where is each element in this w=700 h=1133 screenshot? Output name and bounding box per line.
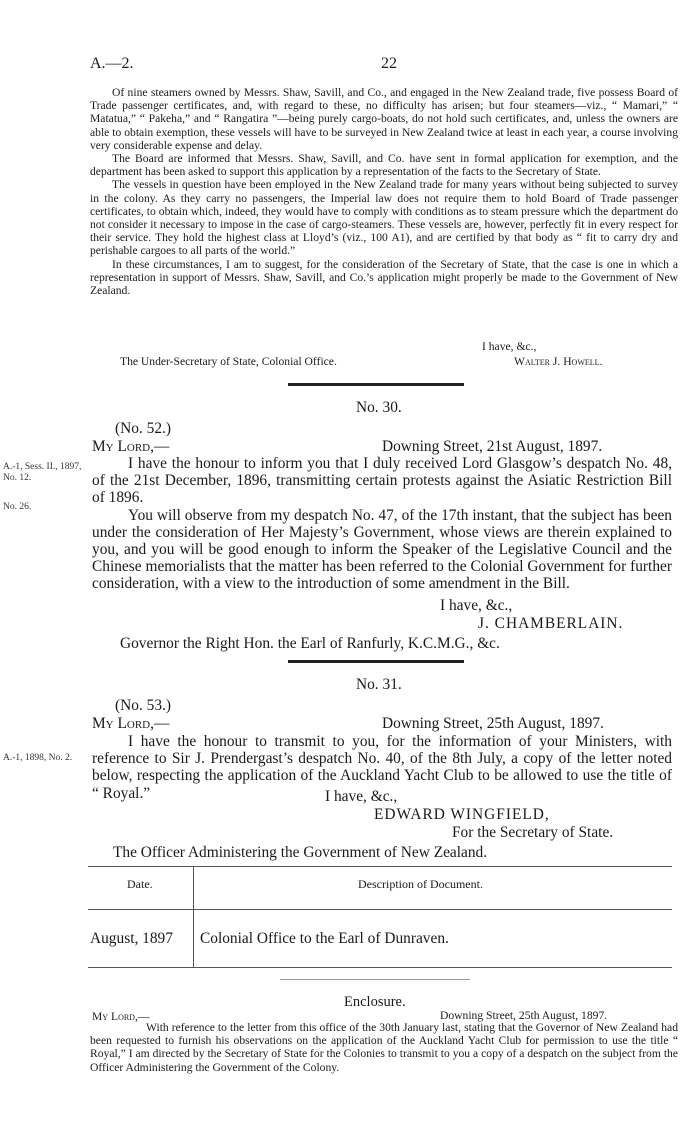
section-divider xyxy=(288,383,464,386)
margin-note: A.-1, 1898, No. 2. xyxy=(3,753,73,763)
body-paragraph: I have the honour to inform you that I duly received Lord Glasgow’s despatch No. 48, of the 21st December, 1896, transmitting certain protests against the Asiatic Restriction Bill of 1896. xyxy=(92,455,672,507)
place-date: Downing Street, 25th August, 1897. xyxy=(440,1009,608,1022)
place-date: Downing Street, 25th August, 1897. xyxy=(382,715,604,732)
addressee: The Officer Administering the Government of New Zealand. xyxy=(113,844,488,861)
enclosure-heading: Enclosure. xyxy=(344,994,406,1010)
despatch-number-31: No. 31. xyxy=(356,676,402,693)
despatch-ref: (No. 53.) xyxy=(115,697,171,714)
body-paragraph: With reference to the letter from this office of the 30th January last, stating that the Governor of New Zealand had been requested to furnish his observations on the application of the Auckland Yacht Club for permission to use the title “ Royal,” I am directed by the Secretary of State for the Colonies to transmit to you a copy of a despatch on the subject from the Officer Administering the Government of the Colony. xyxy=(90,1021,678,1074)
closing: I have, &c., xyxy=(440,597,513,614)
despatch-ref: (No. 52.) xyxy=(115,420,171,437)
intro-paragraph: The vessels in question have been employed in the New Zealand trade for many years without being subjected to survey in the colony. As they carry no passengers, the Imperial law does not require them to hold Board of Trade passenger certificates, to obtain which, indeed, they would have to comply with conditions as to steam pressure which the department do not consider it necessary to impose in the case of cargo-steamers. These vessels are, however, perfectly fit in every respect for their service. They hold the highest class at Lloyd’s (viz., 100 A1), and are certified by that body as “ fit to carry dry and perishable cargoes to all parts of the world.” xyxy=(90,178,678,258)
table-cell-date: August, 1897 xyxy=(90,930,173,947)
intro-addressee: The Under-Secretary of State, Colonial Office. xyxy=(120,355,337,368)
document-reference: A.—2. xyxy=(90,55,134,72)
salutation: My Lord,— xyxy=(92,1010,150,1023)
intro-signature: Walter J. Howell. xyxy=(514,355,603,368)
addressee: Governor the Right Hon. the Earl of Ranfurly, K.C.M.G., &c. xyxy=(120,635,500,652)
table-header-description: Description of Document. xyxy=(358,877,483,891)
margin-note: No. 26. xyxy=(3,502,32,512)
table-cell-description: Colonial Office to the Earl of Dunraven. xyxy=(200,930,449,947)
closing: I have, &c., xyxy=(325,788,398,805)
margin-note: A.-1, Sess. II., 1897, No. 12. xyxy=(3,462,82,483)
table-column-divider xyxy=(193,866,194,968)
table-header-date: Date. xyxy=(127,877,153,891)
enclosure-body xyxy=(90,1021,678,1074)
place-date: Downing Street, 21st August, 1897. xyxy=(382,438,603,455)
despatch-30-body xyxy=(92,455,672,593)
signature: EDWARD WINGFIELD, xyxy=(374,806,550,823)
table-header-rule xyxy=(88,909,672,910)
intro-closing: I have, &c., xyxy=(482,340,537,353)
intro-paragraph: The Board are informed that Messrs. Shaw, Savill, and Co. have sent in formal application for exemption, and the department has been asked to support this application by a representation of the facts to the Secretary of State. xyxy=(90,152,678,179)
body-paragraph: I have the honour to transmit to you, for the information of your Ministers, with reference to Sir J. Prendergast’s despatch No. 40, of the 8th July, a copy of the letter noted below, respecting the application of the Auckland Yacht Club to be allowed to use the title of “ Royal.” xyxy=(92,733,672,802)
salutation: My Lord,— xyxy=(92,438,170,455)
page-number: 22 xyxy=(381,55,397,72)
table-bottom-rule xyxy=(88,967,672,968)
section-divider xyxy=(280,979,470,980)
intro-paragraph: In these circumstances, I am to suggest, for the consideration of the Secretary of State, that the case is one in which a representation in support of Messrs. Shaw, Savill, and Co.’s application might properly be made to the Government of New Zealand. xyxy=(90,257,678,298)
intro-paragraph: Of nine steamers owned by Messrs. Shaw, Savill, and Co., and engaged in the New Zealand trade, five possess Board of Trade passenger certificates, and, with regard to these, no difficulty has arisen; but four steamers—viz., “ Mamari,” “ Matatua,” “ Pakeha,” and “ Rangatira ”—being purely cargo-boats, do not hold such certificates, and, unless the owners are able to obtain exemption, these vessels will have to be surveyed in New Zealand twice at least in each year, a course involving very considerable expense and delay. xyxy=(90,86,678,152)
signature: J. CHAMBERLAIN. xyxy=(478,615,624,632)
intro-letter-body xyxy=(90,86,678,297)
table-top-rule xyxy=(88,866,672,867)
despatch-number-30: No. 30. xyxy=(356,399,402,416)
salutation: My Lord,— xyxy=(92,715,170,732)
section-divider xyxy=(288,660,464,663)
signature-title: For the Secretary of State. xyxy=(452,824,614,841)
body-paragraph: You will observe from my despatch No. 47, of the 17th instant, that the subject has been under the consideration of Her Majesty’s Government, whose views are therein explained to you, and you will be good enough to inform the Speaker of the Legislative Council and the Chinese memorialists that the matter has been referred to the Colonial Government for further consideration, with a view to the introduction of some amendment in the Bill. xyxy=(92,506,672,593)
